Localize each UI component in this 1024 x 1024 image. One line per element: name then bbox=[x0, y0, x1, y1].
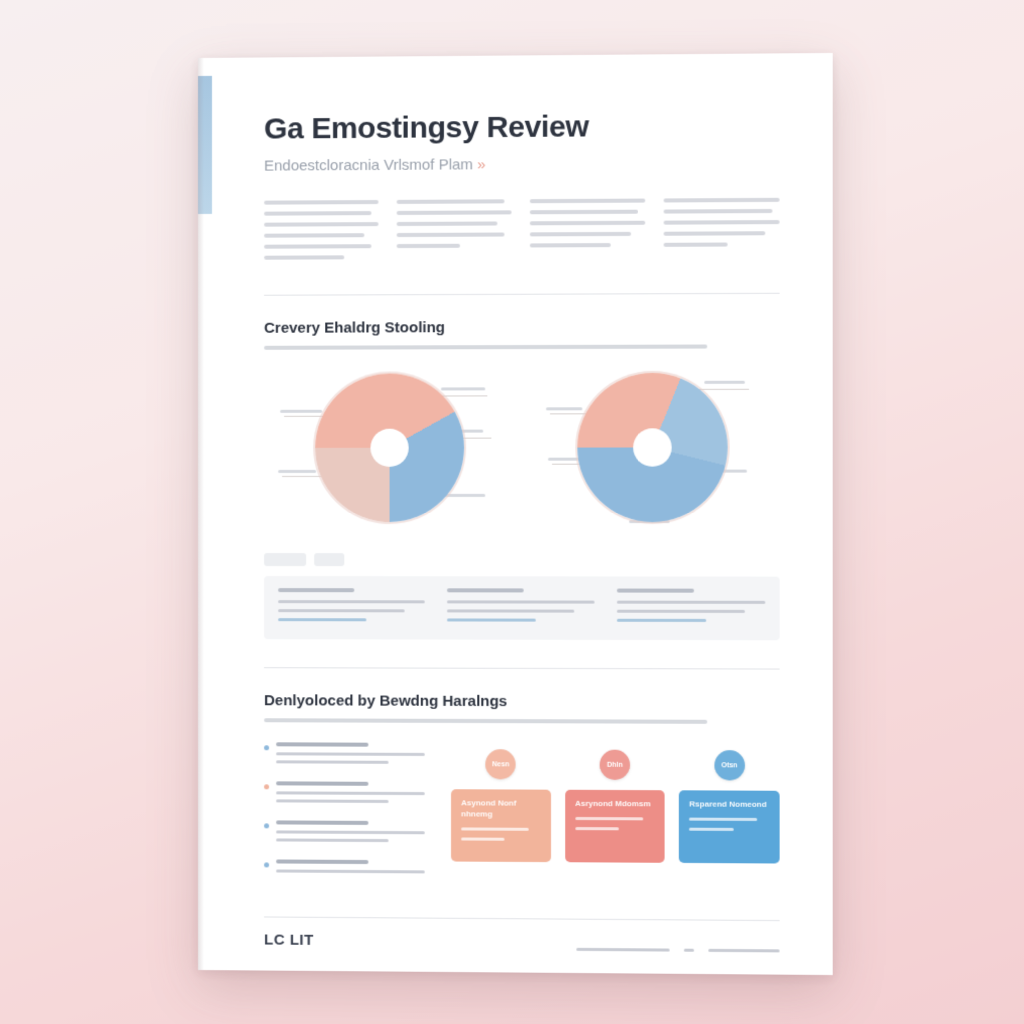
intro-column bbox=[264, 200, 378, 267]
section-divider bbox=[264, 293, 780, 296]
text-line bbox=[530, 210, 639, 215]
footer-meta-left bbox=[576, 948, 669, 952]
donut-chart-2 bbox=[536, 367, 770, 544]
intro-column bbox=[397, 200, 512, 267]
card-line bbox=[689, 818, 757, 821]
card-body[interactable] bbox=[565, 790, 665, 863]
footer-meta-separator bbox=[684, 949, 694, 952]
legend-chip[interactable] bbox=[314, 553, 344, 566]
page-content bbox=[264, 110, 780, 953]
notes-line bbox=[278, 610, 404, 613]
text-line bbox=[530, 221, 646, 226]
text-line bbox=[397, 222, 498, 227]
card-line bbox=[461, 837, 505, 840]
list-item bbox=[264, 860, 425, 879]
list-item bbox=[264, 782, 425, 809]
text-line bbox=[264, 256, 344, 260]
bullet-line bbox=[276, 753, 425, 757]
breakdown-body bbox=[264, 743, 780, 895]
donut-chart-1 bbox=[274, 368, 505, 544]
chart-section-subtitle bbox=[264, 345, 707, 350]
bullet-dot-icon bbox=[264, 824, 269, 829]
bullet-heading bbox=[276, 821, 368, 826]
text-line bbox=[264, 211, 372, 216]
intro-column bbox=[530, 199, 646, 266]
card-badge: Nesn bbox=[486, 750, 516, 780]
card-line bbox=[461, 827, 529, 830]
text-line bbox=[264, 234, 365, 238]
notes-column bbox=[617, 589, 765, 629]
page-subtitle bbox=[264, 155, 780, 175]
notes-column-heading bbox=[617, 589, 694, 593]
footer-meta bbox=[576, 948, 779, 953]
bullet-dot-icon bbox=[264, 746, 269, 751]
page-subtitle-accent: » bbox=[477, 156, 486, 174]
bullet-heading bbox=[276, 782, 368, 786]
notes-column-heading bbox=[278, 588, 354, 592]
card-row bbox=[451, 743, 780, 894]
card-1 bbox=[451, 749, 551, 892]
card-body[interactable] bbox=[451, 790, 551, 863]
text-line bbox=[264, 200, 378, 205]
section-divider bbox=[264, 668, 780, 670]
text-line bbox=[664, 209, 773, 214]
donut-ring-1 bbox=[315, 374, 464, 523]
card-body[interactable] bbox=[679, 791, 779, 864]
text-line bbox=[664, 220, 780, 225]
list-item bbox=[264, 821, 425, 848]
page-spine-shadow bbox=[198, 58, 204, 970]
breakdown-section-subtitle bbox=[264, 719, 707, 725]
text-line bbox=[664, 232, 766, 237]
footer-meta-right bbox=[708, 949, 779, 953]
bullet-line bbox=[276, 792, 425, 796]
breakdown-section-title: Denlyoloced by Bewdng Haralngs bbox=[264, 692, 508, 711]
notes-line bbox=[447, 619, 535, 622]
card-line bbox=[689, 828, 733, 831]
card-title: Asrynond Mdomsm bbox=[574, 799, 651, 809]
page-title: Ga Emostingsy Review bbox=[264, 110, 589, 146]
donut-hole bbox=[633, 429, 672, 467]
legend-chip[interactable] bbox=[264, 553, 306, 566]
text-line bbox=[530, 199, 646, 204]
text-line bbox=[397, 244, 460, 248]
intro-columns bbox=[264, 198, 780, 267]
text-line bbox=[397, 211, 512, 216]
card-title: Rsparend Nomeond bbox=[689, 799, 767, 810]
text-line bbox=[664, 243, 728, 247]
text-line bbox=[530, 232, 632, 237]
intro-column bbox=[664, 198, 780, 265]
bullet-list bbox=[264, 743, 425, 892]
notes-line bbox=[278, 601, 425, 604]
notes-panel bbox=[264, 576, 780, 640]
notes-line bbox=[447, 610, 574, 613]
notes-column bbox=[278, 588, 425, 627]
card-title: Asynond Nonf nhnemg bbox=[461, 798, 517, 819]
bullet-line bbox=[276, 870, 425, 874]
text-line bbox=[264, 222, 378, 227]
text-line bbox=[664, 198, 780, 203]
footer-divider bbox=[264, 917, 780, 922]
footer-logo: LC LIT bbox=[264, 931, 314, 950]
notes-column-heading bbox=[447, 589, 524, 593]
leader-label bbox=[441, 388, 485, 391]
page-footer bbox=[264, 932, 780, 953]
text-line bbox=[530, 243, 611, 247]
bullet-line bbox=[276, 761, 389, 764]
donut-hole bbox=[370, 429, 408, 467]
notes-line bbox=[617, 601, 765, 604]
notes-line bbox=[617, 619, 706, 622]
bullet-dot-icon bbox=[264, 785, 269, 790]
notes-line bbox=[617, 610, 745, 613]
donut-ring-2 bbox=[577, 373, 727, 522]
chart-legend-chips bbox=[264, 553, 780, 566]
card-2 bbox=[565, 750, 665, 894]
bullet-line bbox=[276, 831, 425, 835]
leader-label bbox=[280, 410, 322, 413]
chart-section-title: Crevery Ehaldrg Stooling bbox=[264, 319, 446, 338]
card-3 bbox=[679, 750, 779, 894]
leader-label bbox=[278, 470, 316, 473]
bullet-line bbox=[276, 839, 389, 843]
charts-row bbox=[264, 367, 780, 544]
card-badge: Otsn bbox=[714, 751, 745, 781]
bullet-dot-icon bbox=[264, 863, 269, 868]
text-line bbox=[397, 233, 505, 238]
leader-label bbox=[704, 381, 745, 384]
card-badge: Dhln bbox=[600, 750, 630, 780]
document-page bbox=[198, 53, 833, 975]
notes-line bbox=[278, 619, 366, 622]
leader-label bbox=[546, 408, 582, 411]
bullet-heading bbox=[276, 743, 368, 747]
leader-line bbox=[696, 389, 749, 390]
text-line bbox=[397, 200, 505, 205]
card-line bbox=[575, 827, 619, 830]
page-subtitle-text: Endoestcloracnia Vrlsmof Plam bbox=[264, 156, 474, 176]
card-line bbox=[575, 817, 643, 820]
bullet-line bbox=[276, 800, 389, 804]
notes-line bbox=[447, 601, 595, 604]
text-line bbox=[264, 245, 372, 250]
notes-column bbox=[447, 589, 595, 628]
bullet-heading bbox=[276, 860, 368, 865]
list-item bbox=[264, 743, 425, 770]
